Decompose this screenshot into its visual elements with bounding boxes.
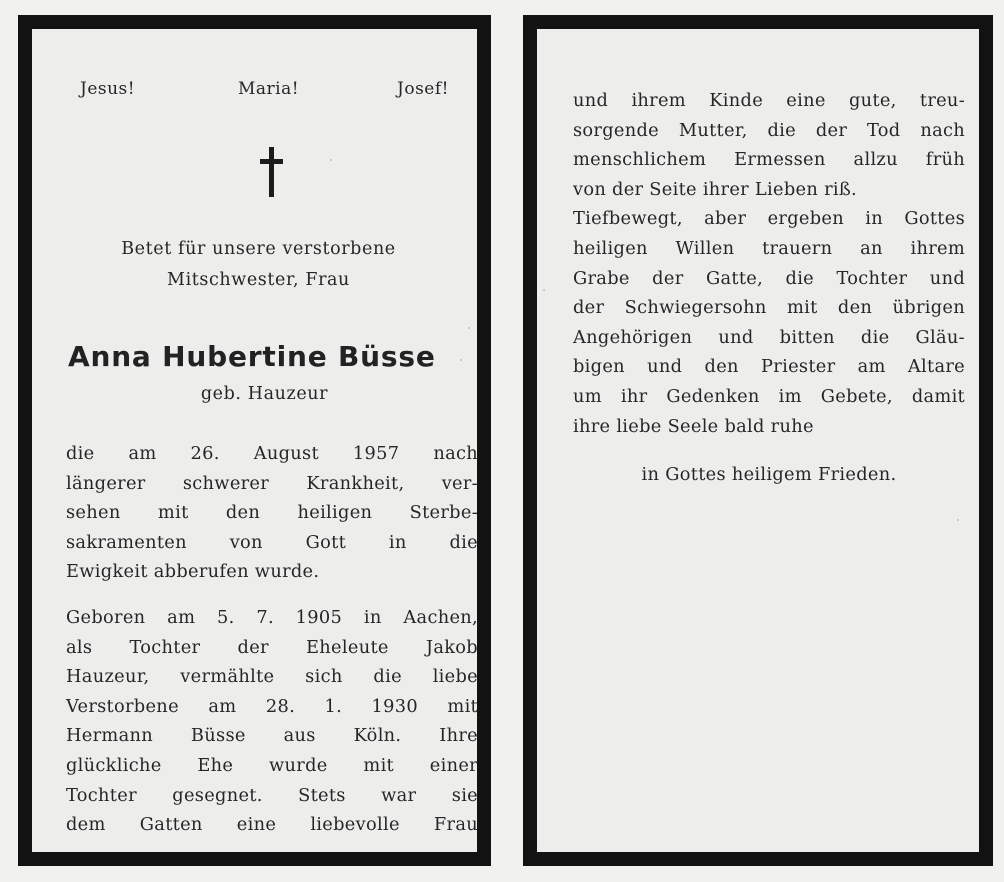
text-line: und ihrem Kinde eine gute, treu-	[573, 90, 965, 111]
text-line: Ewigkeit abberufen wurde.	[66, 561, 320, 583]
prayer-request-line-2: Mitschwester, Frau	[167, 270, 350, 290]
prayer-request-line-1: Betet für unsere verstorbene	[121, 239, 396, 259]
text-line: um ihr Gedenken im Gebete, damit	[573, 385, 965, 407]
left-card-content	[32, 29, 477, 852]
invocation-jesus: Jesus!	[80, 79, 136, 99]
invocation-row	[80, 79, 449, 105]
text-line: Hauzeur, vermählte sich die liebe	[66, 666, 478, 688]
text-line: ihre liebe Seele bald ruhe	[573, 415, 814, 437]
text-line: Grabe der Gatte, die Tochter und	[573, 267, 965, 289]
left-card-page	[18, 15, 491, 866]
text-line: die am 26. August 1957 nach	[66, 443, 478, 464]
text-line: von der Seite ihrer Lieben riß.	[573, 178, 857, 200]
text-line: Angehörigen und bitten die Gläu-	[573, 326, 965, 348]
text-line: bigen und den Priester am Altare	[573, 356, 965, 378]
text-line: sakramenten von Gott in die	[66, 531, 478, 553]
text-line: Verstorbene am 28. 1. 1930 mit	[66, 695, 478, 717]
text-line: längerer schwerer Krankheit, ver-	[66, 472, 478, 494]
invocation-maria: Maria!	[238, 79, 300, 99]
text-line: Geboren am 5. 7. 1905 in Aachen,	[66, 607, 478, 628]
text-line: Hermann Büsse aus Köln. Ihre	[66, 725, 478, 747]
text-line: sehen mit den heiligen Sterbe-	[66, 502, 478, 524]
text-line: glückliche Ehe wurde mit einer	[66, 754, 478, 776]
cross-icon-horizontal	[260, 159, 283, 164]
family-paragraph	[573, 86, 965, 441]
death-paragraph	[66, 439, 478, 587]
text-line: sorgende Mutter, die der Tod nach	[573, 119, 965, 141]
text-line: als Tochter der Eheleute Jakob	[66, 636, 478, 658]
paper-speck	[468, 327, 470, 329]
text-line: menschlichem Ermessen allzu früh	[573, 149, 965, 171]
cross-icon-vertical	[269, 147, 274, 197]
text-line: Tochter gesegnet. Stets war sie	[66, 784, 478, 806]
paper-speck	[460, 359, 462, 361]
text-line: heiligen Willen trauern an ihrem	[573, 237, 965, 259]
text-line: dem Gatten eine liebevolle Frau	[66, 814, 478, 836]
deceased-name: Anna Hubertine Büsse	[68, 340, 436, 373]
biography-paragraph	[66, 603, 478, 840]
text-line: der Schwiegersohn mit den übrigen	[573, 297, 965, 319]
paper-speck	[543, 289, 545, 291]
closing-line	[573, 460, 965, 490]
paper-speck	[330, 159, 332, 161]
text-line: in Gottes heiligem Frieden.	[641, 464, 897, 485]
text-line: Tiefbewegt, aber ergeben in Gottes	[573, 208, 965, 230]
right-card-page	[523, 15, 993, 866]
paper-speck	[957, 519, 959, 521]
cross-icon	[260, 147, 284, 197]
maiden-name: geb. Hauzeur	[200, 384, 329, 404]
right-card-content	[537, 29, 979, 852]
invocation-josef: Josef!	[397, 79, 449, 99]
